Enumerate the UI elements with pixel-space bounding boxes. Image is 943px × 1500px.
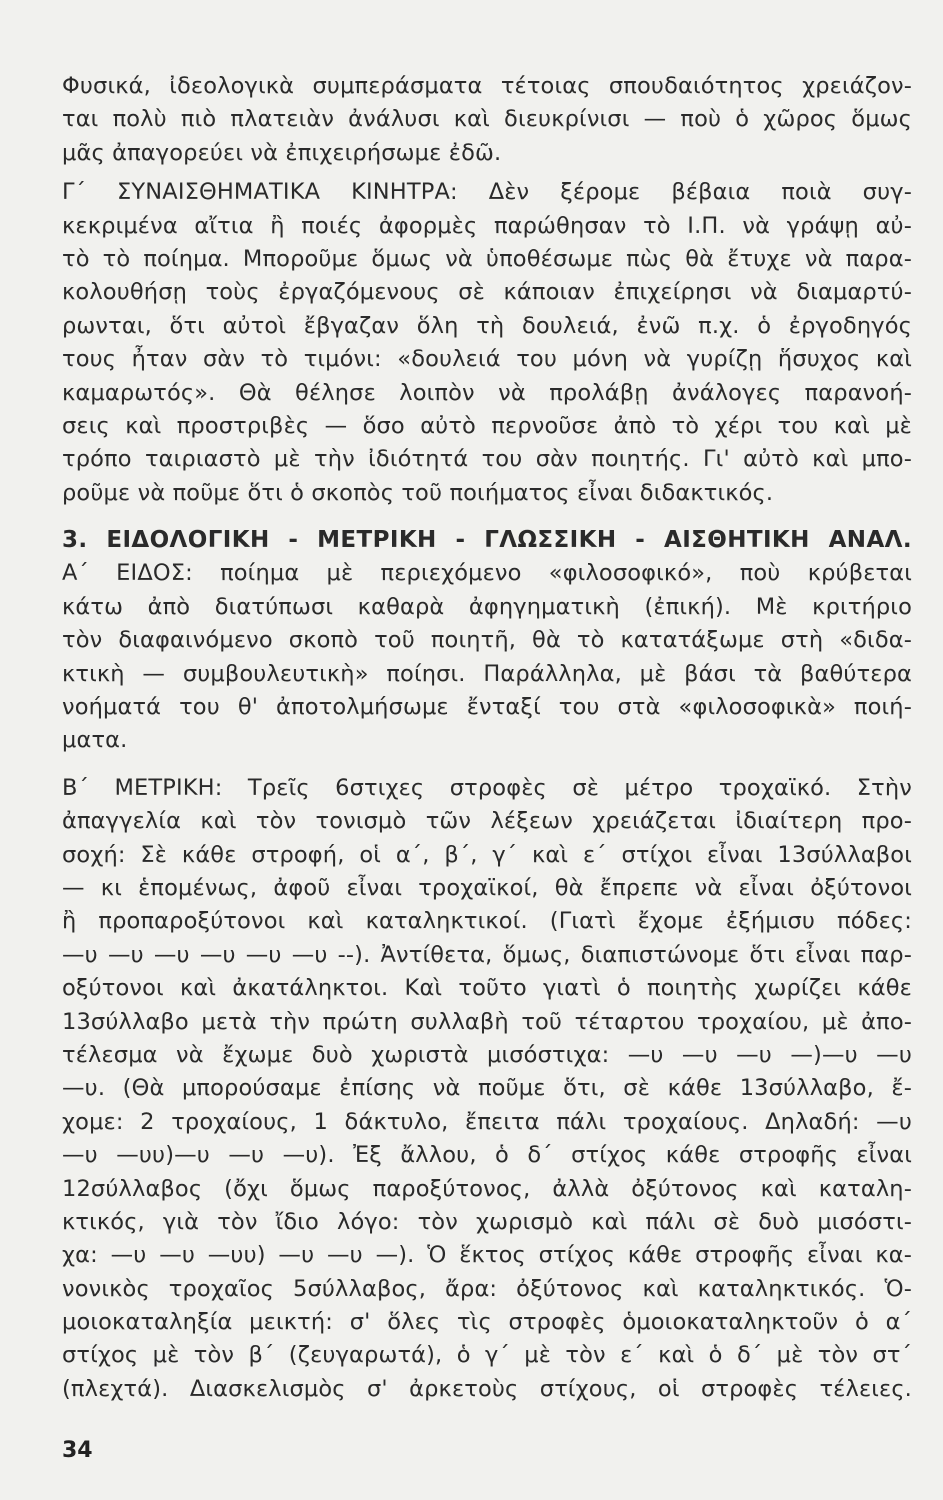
page-number: 34 [62,1438,93,1463]
text-line: 13σύλλαβο μετὰ τὴν πρώτη συλλαβὴ τοῦ τέταρτου τροχαίου, μὲ ἀπο- [62,1008,912,1035]
text-line: ρωνται, ὅτι αὐτοὶ ἔβγαζαν ὅλη τὴ δουλειά, ἐνῶ π.χ. ὁ ἐργοδηγός [62,312,912,339]
text-line: κάτω ἀπὸ διατύπωσι καθαρὰ ἀφηγηματικὴ (ἐπική). Μὲ κριτήριο [62,593,912,620]
text-line: ἢ προπαροξύτονοι καὶ καταληκτικοί. (Γιατὶ ἔχομε ἐξήμισυ πόδες: [62,908,912,935]
text-line: καμαρωτός». Θὰ θέλησε λοιπὸν νὰ προλάβῃ ἀνάλογες παρανοή- [62,379,912,406]
text-line: Φυσικά, ἰδεολογικὰ συμπεράσματα τέτοιας σπουδαιότητος χρειάζον- [62,73,912,99]
text-line: χα: —υ —υ —υυ) —υ —υ —). Ὁ ἕκτος στίχος κάθε στροφῆς εἶναι κα- [62,1242,912,1269]
text-line: κεκριμένα αἴτια ἢ ποιές ἀφορμὲς παρώθησαν τὸ Ι.Π. νὰ γράψῃ αὐ- [62,212,912,239]
text-line: 12σύλλαβος (ὄχι ὅμως παροξύτονος, ἀλλὰ ὀξύτονος καὶ καταλη- [62,1175,912,1202]
paragraph-metrics [62,772,912,1406]
text-line: σοχή: Σὲ κάθε στροφή, οἱ α΄, β΄, γ΄ καὶ ε΄ στίχοι εἶναι 13σύλλαβοι [62,841,912,868]
text-line: τὸν διαφαινόμενο σκοπὸ τοῦ ποιητῆ, θὰ τὸ κατατάξωμε στὴ «διδα- [62,627,912,654]
text-line: ροῦμε νὰ ποῦμε ὅτι ὁ σκοπὸς τοῦ ποιήματος εἶναι διδακτικός. [62,479,774,506]
paragraph-genre [62,557,912,757]
text-line: τέλεσμα νὰ ἔχωμε δυὸ χωριστὰ μισόστιχα: —υ —υ —υ —)—υ —υ [62,1041,912,1068]
text-line: ται πολὺ πιὸ πλατειὰν ἀνάλυσι καὶ διευκρίνισι — ποὺ ὁ χῶρος ὅμως [62,106,912,133]
text-line: τους ἦταν σὰν τὸ τιμόνι: «δουλειά του μόνη νὰ γυρίζῃ ἥσυχος καὶ [62,346,912,373]
text-line: — κι ἑπομένως, ἀφοῦ εἶναι τροχαϊκοί, θὰ ἔπρεπε νὰ εἶναι ὀξύτονοι [62,874,912,901]
text-line: Α΄ ΕΙΔΟΣ: ποίημα μὲ περιεχόμενο «φιλοσοφικό», ποὺ κρύβεται [62,560,912,587]
text-line: Γ΄ ΣΥΝΑΙΣΘΗΜΑΤΙΚΑ ΚΙΝΗΤΡΑ: Δὲν ξέρομε βέβαια ποιὰ συγ- [62,179,912,206]
text-line: κτικός, γιὰ τὸν ἴδιο λόγο: τὸν χωρισμὸ καὶ πάλι σὲ δυὸ μισόστι- [62,1208,912,1235]
text-line: ἀπαγγελία καὶ τὸν τονισμὸ τῶν λέξεων χρειάζεται ἰδιαίτερη προ- [62,808,912,835]
section-heading: 3. ΕΙΔΟΛΟΓΙΚΗ - ΜΕΤΡΙΚΗ - ΓΛΩΣΣΙΚΗ - ΑΙΣΘΗΤΙΚΗ ΑΝΑΛ. [62,527,912,554]
text-line: στίχος μὲ τὸν β΄ (ζευγαρωτά), ὁ γ΄ μὲ τὸν ε΄ καὶ ὁ δ΄ μὲ τὸν στ΄ [62,1342,912,1369]
text-line: ματα. [62,727,128,754]
text-line: κολουθήσῃ τοὺς ἐργαζόμενους σὲ κάποιαν ἐπιχείρησι νὰ διαμαρτύ- [62,279,912,306]
text-line: Β΄ ΜΕΤΡΙΚΗ: Τρεῖς 6στιχες στροφὲς σὲ μέτρο τροχαϊκό. Στὴν [62,774,912,801]
text-line: —υ —υ —υ —υ —υ —υ --). Ἀντίθετα, ὅμως, διαπιστώνομε ὅτι εἶναι παρ- [62,941,912,968]
text-line: κτικὴ — συμβουλευτικὴ» ποίησι. Παράλληλα, μὲ βάσι τὰ βαθύτερα [62,660,912,687]
text-line: (πλεχτά). Διασκελισμὸς σ' ἀρκετοὺς στίχους, οἱ στροφὲς τέλειες. [62,1375,912,1402]
paragraph-intro [62,70,912,170]
text-line: μοιοκαταληξία μεικτή: σ' ὅλες τὶς στροφὲς ὁμοιοκαταληκτοῦν ὁ α΄ [62,1309,912,1336]
text-line: νονικὸς τροχαῖος 5σύλλαβος, ἄρα: ὀξύτονος καὶ καταληκτικός. Ὁ- [62,1275,912,1302]
text-line: νοήματά του θ' ἀποτολμήσωμε ἔνταξί του στὰ «φιλοσοφικὰ» ποιή- [62,694,912,721]
text-line: οξύτονοι καὶ ἀκατάληκτοι. Καὶ τοῦτο γιατὶ ὁ ποιητὴς χωρίζει κάθε [62,975,912,1002]
text-line: —υ —υυ)—υ —υ —υ). Ἐξ ἄλλου, ὁ δ΄ στίχος κάθε στροφῆς εἶναι [62,1142,912,1169]
book-page [62,70,912,1406]
text-line: μᾶς ἀπαγορεύει νὰ ἐπιχειρήσωμε ἐδῶ. [62,139,502,166]
text-line: χομε: 2 τροχαίους, 1 δάκτυλο, ἔπειτα πάλι τροχαίους. Δηλαδή: —υ [62,1108,912,1135]
text-line: σεις καὶ προστριβὲς — ὅσο αὐτὸ περνοῦσε ἀπὸ τὸ χέρι του καὶ μὲ [62,412,912,439]
text-line: τρόπο ταιριαστὸ μὲ τὴν ἰδιότητά του σὰν ποιητής. Γι' αὐτὸ καὶ μπο- [62,446,912,473]
text-line: —υ. (Θὰ μπορούσαμε ἐπίσης νὰ ποῦμε ὅτι, σὲ κάθε 13σύλλαβο, ἔ- [62,1075,912,1102]
paragraph-emotional-motives [62,176,912,510]
text-line: τὸ τὸ ποίημα. Μποροῦμε ὅμως νὰ ὑποθέσωμε πὼς θὰ ἔτυχε νὰ παρα- [62,245,912,272]
